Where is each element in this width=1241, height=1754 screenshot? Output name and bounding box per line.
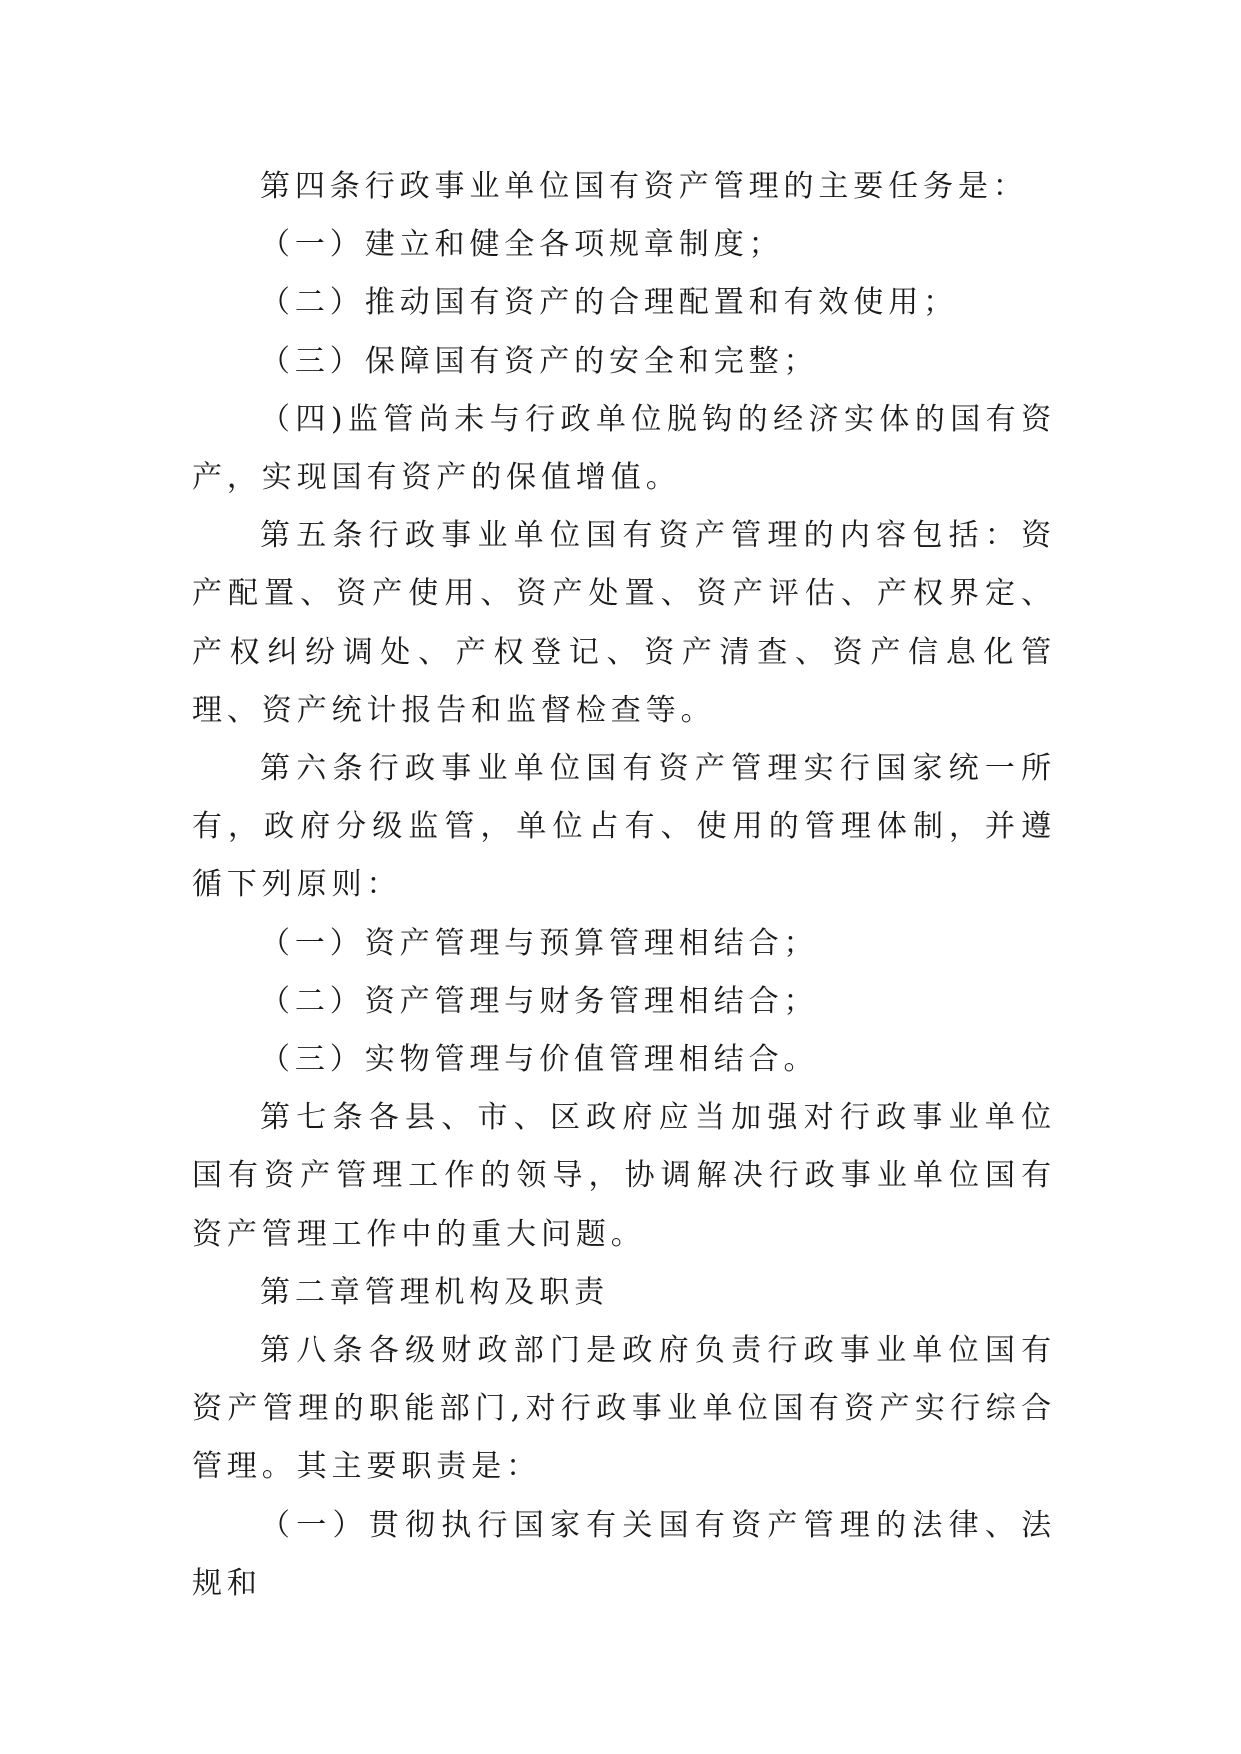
article-6-paragraph: 第六条行政事业单位国有资产管理实行国家统一所有，政府分级监管，单位占有、使用的管理体制，并遵循下列原则： (192, 751, 1056, 903)
article-6-item-3: （三）实物管理与价值管理相结合。 (260, 1042, 819, 1078)
article-4-item-2: （二）推动国有资产的合理配置和有效使用； (260, 285, 958, 321)
article-4-item-1: （一）建立和健全各项规章制度； (260, 227, 784, 263)
article-4-item-4: （四)监管尚未与行政单位脱钩的经济实体的国有资产，实现国有资产的保值增值。 (192, 401, 1056, 496)
article-4-item-3: （三）保障国有资产的安全和完整； (260, 343, 819, 379)
document-body (192, 158, 1056, 1613)
article-8-paragraph: 第八条各级财政部门是政府负责行政事业单位国有资产管理的职能部门,对行政事业单位国有资产实行综合管理。其主要职责是： (192, 1333, 1056, 1485)
article-5-paragraph: 第五条行政事业单位国有资产管理的内容包括：资产配置、资产使用、资产处置、资产评估、产权界定、产权纠纷调处、产权登记、资产清查、资产信息化管理、资产统计报告和监督检查等。 (192, 518, 1056, 728)
chapter-2-heading: 第二章管理机构及职责 (260, 1274, 609, 1310)
article-6-item-1: （一）资产管理与预算管理相结合； (260, 925, 819, 961)
article-6-item-2: （二）资产管理与财务管理相结合； (260, 983, 819, 1019)
article-4-paragraph: 第四条行政事业单位国有资产管理的主要任务是： (260, 169, 1028, 204)
article-7-paragraph: 第七条各县、市、区政府应当加强对行政事业单位国有资产管理工作的领导，协调解决行政事业单位国有资产管理工作中的重大问题。 (192, 1100, 1056, 1252)
article-8-item-1: （一）贯彻执行国家有关国有资产管理的法律、法规和 (192, 1507, 1056, 1601)
